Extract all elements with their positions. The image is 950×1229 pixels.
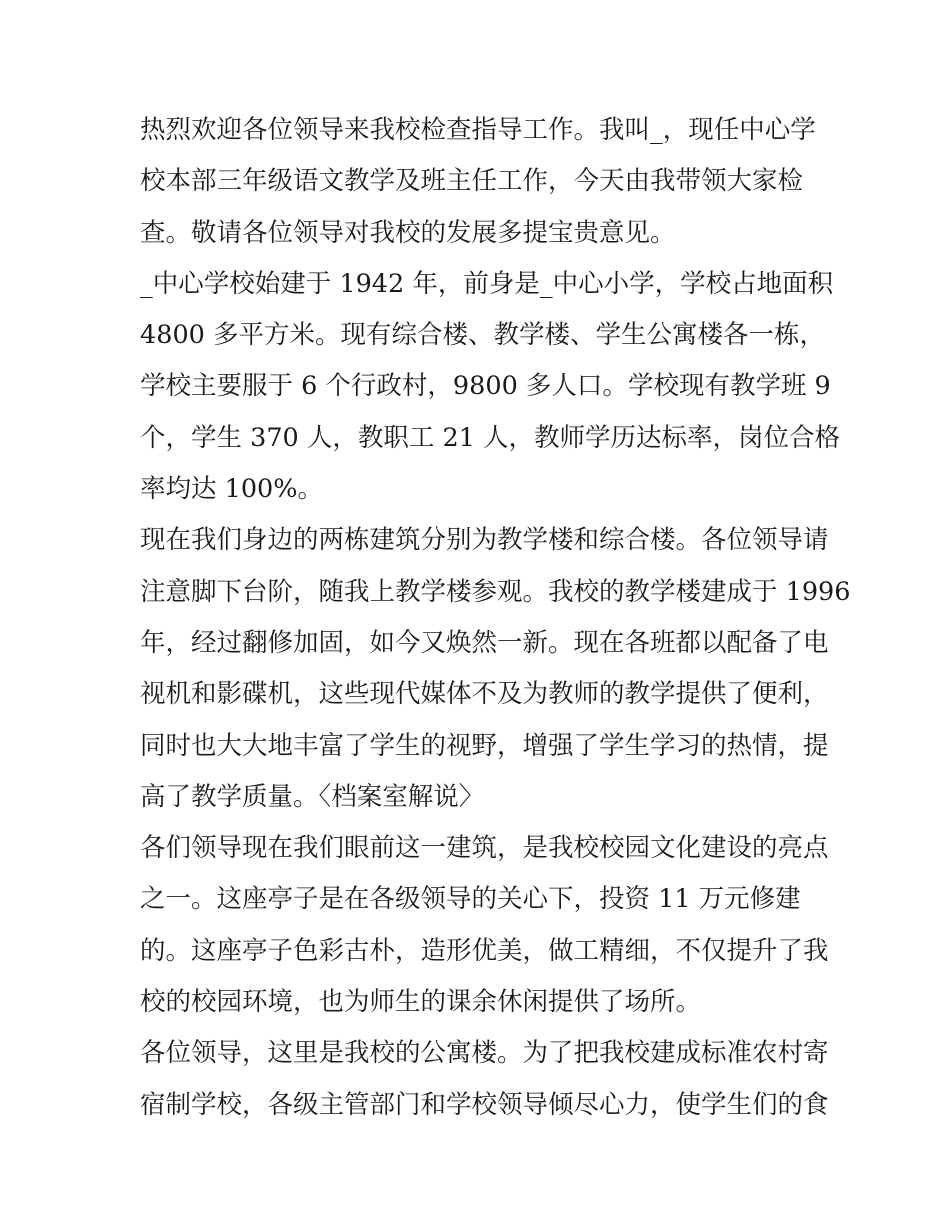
text-line: 个，学生 370 人，教职工 21 人，教师学历达标率，岗位合格	[140, 422, 841, 453]
text-line: 查。敬请各位领导对我校的发展多提宝贵意见。	[140, 217, 676, 248]
text-line: 注意脚下台阶，随我上教学楼参观。我校的教学楼建成于 1996	[140, 576, 851, 607]
text-line: 热烈欢迎各位领导来我校检查指导工作。我叫_，现任中心学	[140, 115, 816, 145]
text-line: 各们领导现在我们眼前这一建筑，是我校校园文化建设的亮点	[140, 833, 829, 864]
document-body	[140, 105, 851, 1131]
text-line: 之一。这座亭子是在各级领导的关心下，投资 11 万元修建	[140, 884, 801, 915]
text-line: 宿制学校，各级主管部门和学校领导倾尽心力，使学生们的食	[140, 1089, 829, 1120]
text-line: 校本部三年级语文教学及班主任工作，今天由我带领大家检	[140, 166, 804, 197]
text-line: 校的校园环境，也为师生的课余休闲提供了场所。	[140, 987, 702, 1018]
text-line: 高了教学质量。〈档案室解说〉	[140, 781, 485, 812]
text-line: 率均达 100%。	[140, 474, 324, 505]
text-line: 各位领导，这里是我校的公寓楼。为了把我校建成标准农村寄	[140, 1038, 829, 1069]
text-line: 同时也大大地丰富了学生的视野，增强了学生学习的热情，提	[140, 730, 829, 761]
text-line: 现在我们身边的两栋建筑分别为教学楼和综合楼。各位领导请	[140, 525, 829, 556]
text-line: _中心学校始建于 1942 年，前身是_中心小学，学校占地面积	[140, 268, 834, 299]
text-line: 视机和影碟机，这些现代媒体不及为教师的教学提供了便利，	[140, 679, 829, 710]
text-line: 4800 多平方米。现有综合楼、教学楼、学生公寓楼各一栋，	[140, 320, 826, 351]
text-line: 学校主要服于 6 个行政村，9800 多人口。学校现有教学班 9	[140, 371, 831, 402]
text-line: 年，经过翻修加固，如今又焕然一新。现在各班都以配备了电	[140, 627, 829, 658]
text-line: 的。这座亭子色彩古朴，造形优美，做工精细，不仅提升了我	[140, 935, 829, 966]
